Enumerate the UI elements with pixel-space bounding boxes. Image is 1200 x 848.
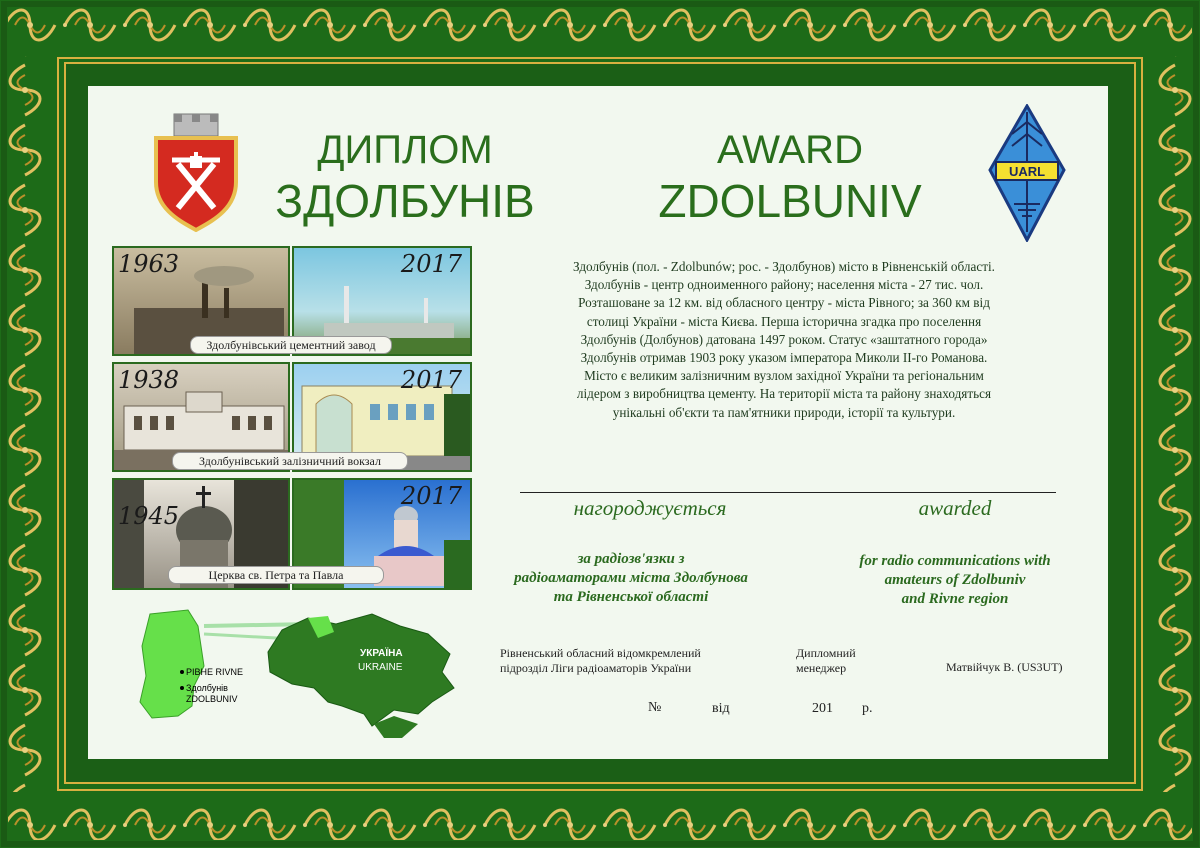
description-line: Здолбунів - центр одноименного району; населення міста - 27 тис. чол. — [584, 277, 984, 293]
title-en-line1: AWARD — [717, 128, 863, 172]
ukraine-label-ua: УКРАЇНА — [360, 648, 403, 659]
reason-ua-line: за радіозв'язки з — [577, 551, 685, 567]
coat-of-arms-icon — [150, 112, 242, 232]
org-line1: Рівненський обласний відомкремлений — [500, 646, 701, 660]
zdolbuniv-label-ua: Здолбунів — [186, 683, 228, 693]
manager-line2: менеджер — [796, 661, 847, 675]
manager-line1: Дипломний — [796, 646, 856, 660]
recipient-line — [520, 492, 1056, 493]
year-2017-row2: 2017 — [400, 366, 462, 394]
manager-name: Матвійчук В. (US3UT) — [946, 660, 1063, 674]
reason-en — [810, 552, 1100, 609]
reason-ua-line: радіоаматорами міста Здолбунова — [514, 570, 748, 586]
year-1963: 1963 — [118, 250, 180, 278]
year-1938: 1938 — [118, 366, 180, 394]
number-label: № — [648, 700, 662, 715]
awarded-en: awarded — [918, 496, 992, 520]
uarl-logo-icon — [988, 104, 1066, 242]
zdolbuniv-label-en: ZDOLBUNIV — [186, 694, 238, 704]
year-label: 201 — [812, 701, 833, 716]
caption-church: Церква св. Петра та Павла — [168, 566, 384, 584]
reason-ua-line: та Рівненської області — [553, 589, 709, 605]
from-label: від — [712, 701, 730, 716]
description-line: унікальні об'єкти та пам'ятники природи, історії та культури. — [612, 404, 956, 420]
description-line: столиці України - міста Києва. Перша історична згадка про поселення — [586, 313, 982, 329]
year-2017-row1: 2017 — [400, 250, 462, 278]
description-line: Розташоване за 12 км. від обласного центру - міста Рівного; за 360 км від — [578, 295, 990, 311]
year-1945: 1945 — [118, 502, 180, 530]
description-line: Здолбунів отримав 1903 року указом імператора Миколи ІІ-го Романова. — [580, 350, 988, 366]
ukraine-label-en: UKRAINE — [358, 662, 403, 673]
organization-block — [500, 646, 760, 676]
reason-ua — [486, 550, 776, 607]
rivne-label: РІВНЕ RIVNE — [186, 667, 244, 677]
region-map — [132, 606, 472, 746]
reason-en-line: for radio communications with — [859, 553, 1051, 569]
description-line: Здолбунів (Долбунов) датована 1497 роком. Статус «заштатного города» — [580, 331, 988, 347]
reason-en-line: amateurs of Zdolbuniv — [884, 572, 1026, 588]
description-block — [505, 258, 1063, 422]
title-ua-line1: ДИПЛОМ — [317, 128, 493, 172]
caption-railway-station: Здолбунівський залізничний вокзал — [172, 452, 408, 470]
awarded-ua: нагороджується — [573, 496, 727, 520]
caption-cement-plant: Здолбунівський цементний завод — [190, 336, 392, 354]
uarl-logo-text: UARL — [1008, 164, 1046, 179]
title-ua-line2: ЗДОЛБУНІВ — [275, 175, 535, 227]
org-line2: підрозділ Ліги радіоаматорів України — [500, 661, 692, 675]
reason-en-line: and Rivne region — [901, 591, 1009, 607]
year-2017-row3: 2017 — [400, 482, 462, 510]
description-line: Місто є великим залізничним вузлом західної України та регіональним — [584, 368, 984, 384]
title-en-line2: ZDOLBUNIV — [658, 175, 922, 227]
year-suffix: р. — [862, 701, 873, 716]
description-line: Здолбунів (пол. - Zdolbunów; рос. - Здолбунов) місто в Рівненській області. — [573, 259, 995, 274]
description-line: лідером з виробництва цементу. На території міста та району знаходяться — [576, 386, 992, 402]
manager-block — [796, 646, 896, 676]
